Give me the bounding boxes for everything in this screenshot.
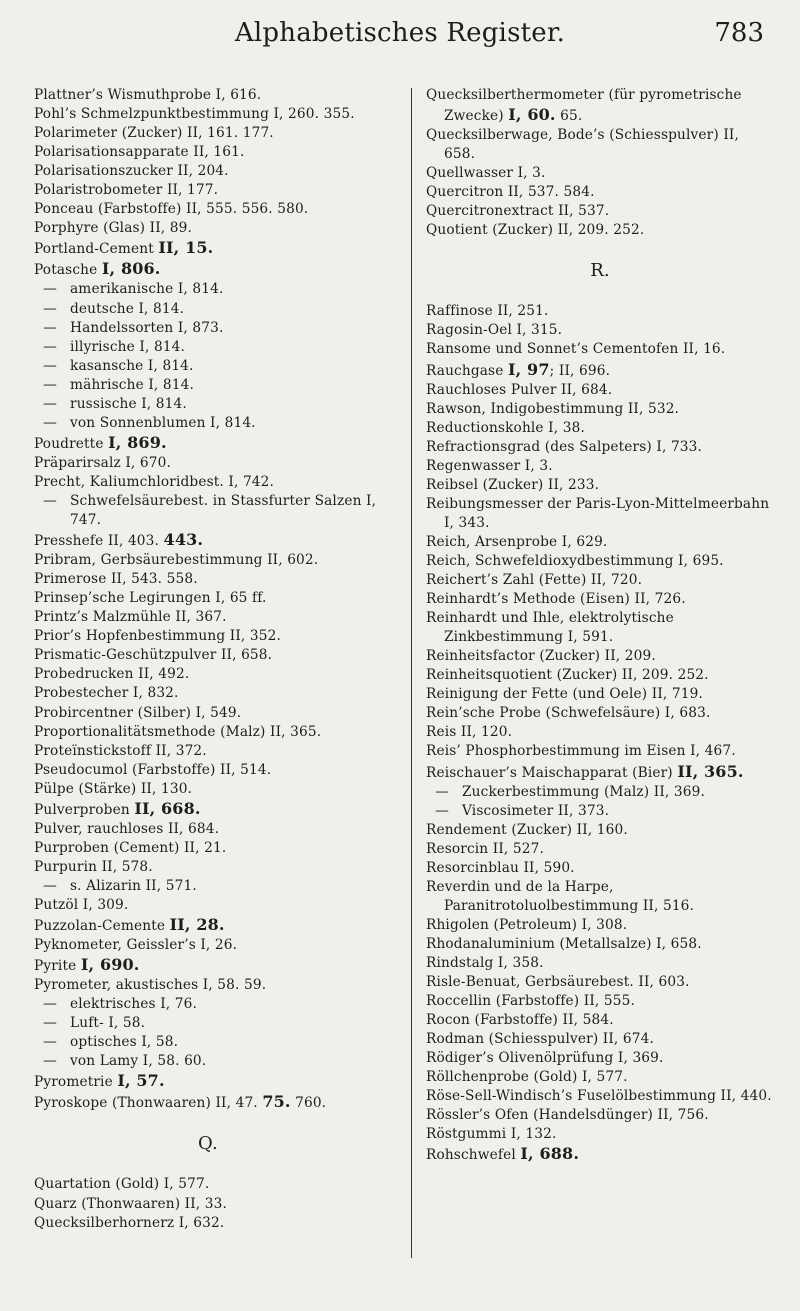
entry-text: Poudrette	[34, 435, 109, 452]
index-entry	[426, 1011, 774, 1030]
entry-text: Quarz (Thonwaaren) II, 33.	[34, 1195, 228, 1212]
entry-text: Quecksilberwage, Bode’s (Schiesspulver) II, 658.	[426, 127, 739, 163]
entry-text: Porphyre (Glas) II, 89.	[34, 220, 193, 237]
index-subentry	[34, 395, 382, 414]
index-entry	[34, 86, 382, 105]
index-entry	[34, 820, 382, 839]
entry-text: Rein’sche Probe (Schwefelsäure) I, 683.	[426, 705, 711, 722]
dash-mark: —	[43, 414, 57, 431]
entry-text: Rendement (Zucker) II, 160.	[426, 821, 628, 838]
entry-text: Reinhardt’s Methode (Eisen) II, 726.	[426, 591, 686, 608]
entry-text: Portland-Cement	[34, 241, 159, 258]
index-entry	[34, 551, 382, 570]
entry-text: Precht, Kaliumchloridbest. I, 742.	[34, 473, 275, 490]
entry-text: mährische I, 814.	[70, 376, 194, 393]
index-entry	[426, 685, 774, 704]
entry-text: deutsche I, 814.	[70, 300, 185, 317]
section-heading	[34, 1134, 382, 1154]
index-entry	[426, 1049, 774, 1068]
entry-text: Zuckerbestimmung (Malz) II, 369.	[462, 783, 705, 800]
bold-reference: II, 365.	[677, 761, 744, 781]
entry-text: Quecksilberhornerz I, 632.	[34, 1214, 225, 1231]
page-title: Alphabetisches Register.	[234, 18, 566, 48]
entry-text: Rauchgase	[426, 362, 508, 379]
index-entry	[34, 1214, 382, 1233]
index-entry	[34, 473, 382, 492]
index-subentry	[34, 1052, 382, 1071]
index-subentry	[34, 995, 382, 1014]
index-entry	[34, 704, 382, 723]
index-subentry	[34, 319, 382, 338]
entry-text: Röllchenprobe (Gold) I, 577.	[426, 1069, 628, 1086]
page-header	[36, 12, 764, 62]
entry-text: Proportionalitätsmethode (Malz) II, 365.	[34, 723, 322, 740]
entry-text: amerikanische I, 814.	[70, 281, 224, 298]
index-entry	[34, 1092, 382, 1113]
index-entry	[34, 684, 382, 703]
entry-text: Polarimeter (Zucker) II, 161. 177.	[34, 125, 274, 142]
entry-text: Reibsel (Zucker) II, 233.	[426, 476, 600, 493]
entry-text: Ransome und Sonnet’s Cementofen II, 16.	[426, 341, 726, 358]
entry-text: Pseudocumol (Farbstoffe) II, 514.	[34, 761, 272, 778]
entry-text: Reinheitsquotient (Zucker) II, 209. 252.	[426, 667, 709, 684]
entry-text: Pulver, rauchloses II, 684.	[34, 820, 220, 837]
entry-text: Prinsep’sche Legirungen I, 65 ff.	[34, 590, 267, 607]
index-entry	[34, 143, 382, 162]
index-entry	[426, 878, 774, 916]
index-entry	[426, 340, 774, 359]
index-entry	[426, 457, 774, 476]
entry-text: Proteïnstickstoff II, 372.	[34, 742, 207, 759]
entry-text: Polaristrobometer II, 177.	[34, 182, 219, 199]
index-entry	[34, 839, 382, 858]
index-entry	[426, 438, 774, 457]
dash-mark: —	[43, 1053, 57, 1070]
entry-text: Reischauer’s Maischapparat (Bier)	[426, 764, 678, 781]
bold-reference: 75.	[262, 1092, 291, 1112]
index-entry	[34, 799, 382, 820]
index-entry	[34, 858, 382, 877]
index-entry	[426, 164, 774, 183]
index-entry	[426, 973, 774, 992]
index-entry	[426, 859, 774, 878]
index-entry	[34, 1195, 382, 1214]
entry-text: Rindstalg I, 358.	[426, 954, 544, 971]
entry-text: Risle-Benuat, Gerbsäurebest. II, 603.	[426, 974, 690, 991]
index-entry	[426, 666, 774, 685]
index-entry	[426, 360, 774, 381]
section-heading	[426, 261, 774, 281]
dash-mark: —	[43, 996, 57, 1013]
bold-reference: II, 15.	[158, 238, 214, 258]
index-entry	[34, 1175, 382, 1194]
index-entry	[426, 321, 774, 340]
index-subentry	[34, 1033, 382, 1052]
index-subentry	[34, 376, 382, 395]
index-entry	[426, 916, 774, 935]
dash-mark: —	[435, 802, 449, 819]
index-entry	[34, 1071, 382, 1092]
entry-text: von Sonnenblumen I, 814.	[70, 414, 256, 431]
index-entry	[426, 202, 774, 221]
entry-text: Pyknometer, Geissler’s I, 26.	[34, 937, 238, 954]
entry-text: Ragosin-Oel I, 315.	[426, 322, 563, 339]
entry-text: Raffinose II, 251.	[426, 303, 549, 320]
entry-text: Probedrucken II, 492.	[34, 666, 190, 683]
entry-text: Viscosimeter II, 373.	[462, 802, 610, 819]
entry-text: von Lamy I, 58. 60.	[70, 1053, 207, 1070]
bold-reference: I, 869.	[108, 432, 167, 452]
entry-text: Reinhardt und Ihle, elektrolytische Zinkbestimmung I, 591.	[426, 610, 674, 646]
entry-text: Primerose II, 543. 558.	[34, 571, 198, 588]
entry-text: Quartation (Gold) I, 577.	[34, 1176, 210, 1193]
entry-text: Reinheitsfactor (Zucker) II, 209.	[426, 648, 656, 665]
entry-text: Prismatic-Geschützpulver II, 658.	[34, 647, 273, 664]
index-column-left	[34, 86, 382, 1233]
entry-text: Probircentner (Silber) I, 549.	[34, 704, 242, 721]
entry-text: Reis’ Phosphorbestimmung im Eisen I, 467.	[426, 743, 736, 760]
index-entry	[426, 86, 774, 126]
entry-text: s. Alizarin II, 571.	[70, 877, 197, 894]
bold-reference: I, 688.	[520, 1144, 580, 1164]
entry-text: Pyrometer, akustisches I, 58. 59.	[34, 977, 267, 994]
entry-text: Purproben (Cement) II, 21.	[34, 839, 227, 856]
index-entry	[426, 647, 774, 666]
entry-text: Quellwasser I, 3.	[426, 165, 546, 182]
entry-text: Rocon (Farbstoffe) II, 584.	[426, 1012, 614, 1029]
index-entry	[426, 183, 774, 202]
index-entry	[34, 259, 382, 280]
index-entry	[34, 124, 382, 143]
entry-text: Rhigolen (Petroleum) I, 308.	[426, 916, 628, 933]
index-entry	[34, 742, 382, 761]
index-entry	[34, 896, 382, 915]
entry-text: Pohl’s Schmelzpunktbestimmung I, 260. 355.	[34, 106, 355, 123]
index-subentry	[426, 783, 774, 802]
page-number: 783	[714, 18, 764, 48]
index-entry	[34, 761, 382, 780]
dash-mark: —	[43, 1015, 57, 1032]
dash-mark: —	[43, 357, 57, 374]
dash-mark: —	[43, 1034, 57, 1051]
index-entry	[34, 915, 382, 936]
index-entry	[426, 221, 774, 240]
entry-text: Quotient (Zucker) II, 209. 252.	[426, 222, 645, 239]
index-subentry	[34, 300, 382, 319]
index-entry	[426, 821, 774, 840]
entry-text: Quercitron II, 537. 584.	[426, 184, 595, 201]
index-subentry	[34, 357, 382, 376]
entry-text: kasansche I, 814.	[70, 357, 194, 374]
index-entry	[34, 162, 382, 181]
index-entry	[34, 646, 382, 665]
entry-text: Schwefelsäurebest. in Stassfurter Salzen I, 747.	[70, 492, 377, 529]
dash-mark: —	[43, 395, 57, 412]
index-entry	[426, 571, 774, 590]
index-entry	[34, 780, 382, 799]
index-entry	[34, 200, 382, 219]
entry-text: Röstgummi I, 132.	[426, 1126, 557, 1143]
entry-text: illyrische I, 814.	[70, 338, 186, 355]
index-entry	[426, 1087, 774, 1106]
entry-text: 65.	[555, 108, 583, 125]
index-entry	[34, 181, 382, 200]
index-entry	[34, 665, 382, 684]
entry-text: Reichert’s Zahl (Fette) II, 720.	[426, 572, 643, 589]
bold-reference: II, 668.	[134, 798, 201, 818]
index-entry	[34, 570, 382, 589]
index-entry	[426, 704, 774, 723]
index-subentry	[34, 414, 382, 433]
index-entry	[426, 1144, 774, 1165]
entry-text: Probestecher I, 832.	[34, 685, 179, 702]
entry-text: Purpurin II, 578.	[34, 858, 153, 875]
index-entry	[426, 742, 774, 761]
index-entry	[34, 936, 382, 955]
index-entry	[34, 433, 382, 454]
index-entry	[426, 609, 774, 647]
column-divider	[411, 88, 412, 1258]
index-entry	[426, 1125, 774, 1144]
dash-mark: —	[43, 376, 57, 393]
index-entry	[426, 126, 774, 164]
entry-text: Rawson, Indigobestimmung II, 532.	[426, 400, 680, 417]
entry-text: Rössler’s Ofen (Handelsdünger) II, 756.	[426, 1107, 709, 1124]
index-entry	[34, 608, 382, 627]
index-entry	[426, 400, 774, 419]
index-entry	[426, 552, 774, 571]
dash-mark: —	[43, 877, 57, 894]
index-entry	[34, 454, 382, 473]
dash-mark: —	[43, 281, 57, 298]
index-entry	[34, 219, 382, 238]
entry-text: Potasche	[34, 262, 102, 279]
index-entry	[426, 762, 774, 783]
dash-mark: —	[435, 783, 449, 800]
index-subentry	[426, 802, 774, 821]
dash-mark: —	[43, 319, 57, 336]
bold-reference: II, 28.	[169, 915, 225, 935]
index-entry	[426, 590, 774, 609]
entry-text: Roccellin (Farbstoffe) II, 555.	[426, 993, 635, 1010]
entry-text: Plattner’s Wismuthprobe I, 616.	[34, 87, 262, 103]
index-entry	[426, 840, 774, 859]
index-entry	[34, 955, 382, 976]
bold-reference: I, 690.	[80, 955, 140, 975]
entry-text: Presshefe II, 403.	[34, 533, 164, 550]
index-entry	[426, 302, 774, 321]
entry-text: Resorcinblau II, 590.	[426, 859, 575, 876]
entry-text: Polarisationsapparate II, 161.	[34, 144, 245, 161]
entry-text: Reibungsmesser der Paris-Lyon-Mittelmeerbahn I, 343.	[426, 495, 770, 531]
entry-text: Refractionsgrad (des Salpeters) I, 733.	[426, 438, 703, 455]
entry-text: Rhodanaluminium (Metallsalze) I, 658.	[426, 935, 702, 952]
index-entry	[426, 723, 774, 742]
index-subentry	[34, 280, 382, 299]
index-entry	[426, 495, 774, 533]
entry-text: Prior’s Hopfenbestimmung II, 352.	[34, 628, 281, 645]
index-entry	[34, 589, 382, 608]
entry-text: russische I, 814.	[70, 395, 187, 412]
bold-reference: 443.	[163, 530, 204, 550]
entry-text: Reverdin und de la Harpe, Paranitrotoluolbestimmung II, 516.	[426, 878, 695, 914]
index-entry	[34, 105, 382, 124]
entry-text: Quecksilberthermometer (für pyrometrische Zwecke)	[426, 87, 742, 125]
entry-text: Luft- I, 58.	[70, 1015, 146, 1032]
entry-text: Handelssorten I, 873.	[70, 319, 224, 336]
index-entry	[426, 992, 774, 1011]
entry-text: Polarisationszucker II, 204.	[34, 163, 229, 180]
entry-text: Pyroskope (Thonwaaren) II, 47.	[34, 1095, 263, 1112]
index-subentry	[34, 492, 382, 530]
index-entry	[34, 238, 382, 259]
bold-reference: I, 97	[507, 359, 550, 379]
entry-text: Reich, Arsenprobe I, 629.	[426, 533, 608, 550]
entry-text: Quercitronextract II, 537.	[426, 203, 610, 220]
bold-reference: I, 57.	[117, 1071, 165, 1091]
entry-text: Reinigung der Fette (und Oele) II, 719.	[426, 686, 703, 703]
index-subentry	[34, 338, 382, 357]
entry-text: Röse-Sell-Windisch’s Fuselölbestimmung II, 440.	[426, 1088, 772, 1105]
entry-text: Rohschwefel	[426, 1147, 521, 1164]
index-entry	[426, 381, 774, 400]
entry-text: Putzöl I, 309.	[34, 896, 129, 913]
index-entry	[426, 476, 774, 495]
index-entry	[426, 419, 774, 438]
index-entry	[426, 1068, 774, 1087]
index-entry	[34, 530, 382, 551]
entry-text: Reductionskohle I, 38.	[426, 419, 585, 436]
dash-mark: —	[43, 300, 57, 317]
entry-text: Printz’s Malzmühle II, 367.	[34, 609, 227, 626]
index-subentry	[34, 877, 382, 896]
index-entry	[34, 723, 382, 742]
index-entry	[34, 976, 382, 995]
entry-text: Pulverproben	[34, 801, 135, 818]
dash-mark: —	[43, 338, 57, 355]
index-entry	[426, 1030, 774, 1049]
entry-text: R.	[590, 260, 610, 282]
entry-text: Pyrite	[34, 958, 81, 975]
entry-text: elektrisches I, 76.	[70, 996, 197, 1013]
entry-text: Rauchloses Pulver II, 684.	[426, 381, 613, 398]
entry-text: Präparirsalz I, 670.	[34, 454, 172, 471]
index-subentry	[34, 1014, 382, 1033]
bold-reference: I, 60.	[508, 105, 556, 125]
entry-text: Pülpe (Stärke) II, 130.	[34, 780, 193, 797]
entry-text: Q.	[198, 1133, 218, 1155]
entry-text: Rodman (Schiesspulver) II, 674.	[426, 1031, 655, 1048]
index-entry	[34, 627, 382, 646]
index-column-right	[426, 86, 774, 1165]
entry-text: Rödiger’s Olivenölprüfung I, 369.	[426, 1050, 664, 1067]
entry-text: Ponceau (Farbstoffe) II, 555. 556. 580.	[34, 201, 309, 218]
entry-text: optisches I, 58.	[70, 1034, 179, 1051]
entry-text: Reich, Schwefeldioxydbestimmung I, 695.	[426, 552, 724, 569]
entry-text: 760.	[290, 1095, 327, 1112]
entry-text: Resorcin II, 527.	[426, 840, 544, 857]
entry-text: ; II, 696.	[549, 362, 611, 379]
index-entry	[426, 533, 774, 552]
index-entry	[426, 1106, 774, 1125]
bold-reference: I, 806.	[101, 259, 161, 279]
index-entry	[426, 954, 774, 973]
dash-mark: —	[43, 492, 57, 509]
index-entry	[426, 935, 774, 954]
entry-text: Reis II, 120.	[426, 724, 513, 741]
entry-text: Puzzolan-Cemente	[34, 918, 170, 935]
entry-text: Regenwasser I, 3.	[426, 457, 553, 474]
entry-text: Pribram, Gerbsäurebestimmung II, 602.	[34, 552, 319, 569]
entry-text: Pyrometrie	[34, 1074, 118, 1091]
